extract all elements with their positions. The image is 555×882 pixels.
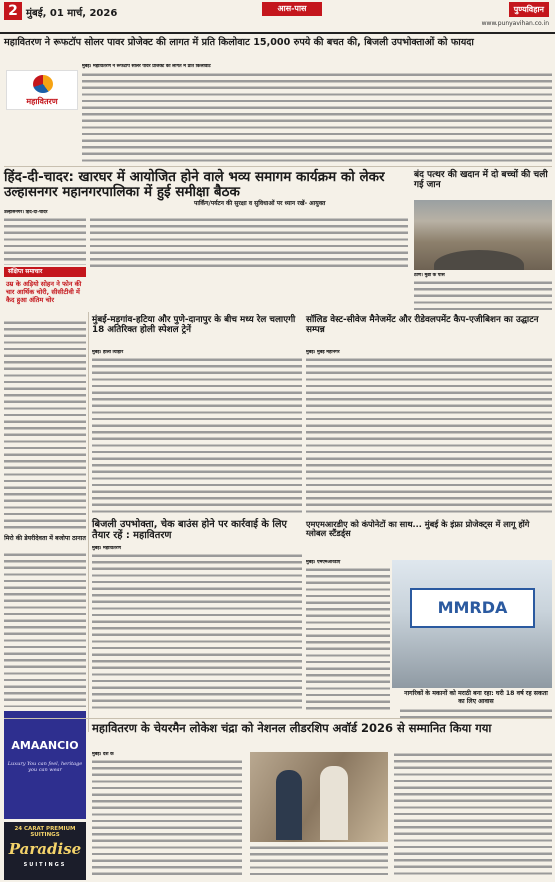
story6-body <box>92 553 302 713</box>
mahavitaran-logo-icon <box>33 75 53 93</box>
mmrda-sign: MMRDA <box>410 588 535 628</box>
story7-body <box>306 567 390 713</box>
mmrda-photo <box>392 560 552 688</box>
amaancio-advertisement[interactable] <box>4 711 86 819</box>
sidebar-body-2 <box>4 552 86 707</box>
story2-headline: हिंद-दी-चादर: खारघर में आयोजित होने वाले भव्य समागम कार्यक्रम को लेकर उल्हासनगर महानगरपालिका में हुई समीक्षा बैठक <box>4 169 385 201</box>
sidebar-headline-2: मिरो की डेयरीदेवता में बजोपा ठानात <box>4 535 86 542</box>
story7-side-headline: नागरिकों के मकानों को मराठी बना रहा: घरी 18 वर्ष रह सकता का लिए आवास <box>404 690 548 705</box>
story4-body <box>92 357 302 517</box>
paradise-advertisement[interactable] <box>4 822 86 880</box>
paradise-brand: Paradise <box>8 840 82 858</box>
story5-lead: मुंबई। मुंबई महानगर <box>306 350 340 355</box>
brief-news-tag: संक्षिप्त समाचार <box>4 267 86 277</box>
divider <box>4 718 552 719</box>
page-number: 2 <box>4 2 22 20</box>
story1-body <box>82 72 552 164</box>
mahavitaran-logo <box>6 70 78 110</box>
paradise-top-line: 24 CARAT PREMIUM SUITINGS <box>14 826 76 838</box>
person-figure <box>276 770 302 840</box>
story1-headline: महावितरण ने रूफटॉप सोलर पावर प्रोजेक्ट की लागत में प्रति किलोवाट 15,000 रुपये की बचत की, बिजली उपभोक्ताओं को फायदा <box>4 37 474 48</box>
story8-body-1 <box>92 759 242 879</box>
story2-subhead: पार्किंग/पर्यटन की सुरक्षा व सुविधाओं पर ध्यान रखें- आयुक्त <box>194 200 326 207</box>
amaancio-tagline: Luxury You can feel, heritage you can wear <box>7 761 83 773</box>
story7-side-body <box>400 708 552 718</box>
story3-lead: ठाणे। मुंब्रा के पास <box>414 273 445 278</box>
story8-lead: मुंबई। देश के <box>92 752 114 757</box>
quarry-photo <box>414 200 552 270</box>
edition-date: मुंबई, 01 मार्च, 2026 <box>26 8 118 19</box>
column-divider <box>88 312 89 732</box>
page-header <box>0 0 555 34</box>
story8-body-2 <box>394 752 552 879</box>
story6-headline: बिजली उपभोक्ता, चेक बाउंस होने पर कार्रवाई के लिए तैयार रहें : महावितरण <box>92 519 287 541</box>
story2-lead: उल्हासनगर। हिंद-दी-चादर <box>4 210 48 215</box>
newspaper-website[interactable]: www.punyavihan.co.in <box>481 20 549 27</box>
newspaper-brand: पुण्यविहान <box>509 2 549 17</box>
story2-body <box>90 217 408 267</box>
story8-headline: महावितरण के चेयरमैन लोकेश चंद्रा को नेशनल लीडरशिप अवॉर्ड 2026 से सम्मानित किया गया <box>92 721 492 735</box>
story7-headline: एमएमआरडीए को कंपोनेटों का साथ... मुंबई के इंफ्रा प्रोजेक्ट्स में लागू होंगे ग्लोबल स्टैंडर्ड्स <box>306 519 530 539</box>
story8-caption <box>250 845 388 879</box>
divider <box>4 166 552 167</box>
story3-body <box>414 280 552 310</box>
person-figure <box>320 766 348 840</box>
brief-news-headline: उम्र के अड़ियो सोहन ने फोन की चार आर्थिक चोरी, सीसीटीवी में कैद हुआ अंतिम चोर <box>6 280 82 304</box>
story5-body <box>306 357 552 517</box>
story1-lead: मुंबई। महावितरण ने रूफटॉप सोलर पावर प्रोजेक्ट की लागत में प्रति किलोवाट <box>82 64 211 69</box>
award-photo <box>250 752 388 842</box>
brief-news-body <box>4 320 86 530</box>
paradise-bottom-line: SUITINGS <box>23 862 67 868</box>
amaancio-brand: AMAANCIO <box>11 739 79 752</box>
story5-headline: सॉलिड वेस्ट-सीवेज मैनेजमेंट और रीडेवलपमेंट कैप-एजीबिशन का उद्घाटन सम्पन्न <box>306 315 539 335</box>
story2-col1 <box>4 217 86 265</box>
story4-lead: मुंबई। होली त्योहार <box>92 350 124 355</box>
story6-lead: मुंबई। महावितरण <box>92 546 121 551</box>
story7-lead: मुंबई। एमएमआरडीए <box>306 560 341 565</box>
section-label: आस-पास <box>262 2 322 16</box>
mahavitaran-logo-text: महावितरण <box>26 97 58 106</box>
story3-headline: बंद पत्थर की खदान में दो बच्चों की चली गई जान <box>414 170 548 191</box>
story4-headline: मुंबई-मड़गांव-हटिया और पुणे-दानापुर के बीच मध्य रेल चलाएगी 18 अतिरिक्त होली स्पेशल ट्रेनें <box>92 315 296 335</box>
